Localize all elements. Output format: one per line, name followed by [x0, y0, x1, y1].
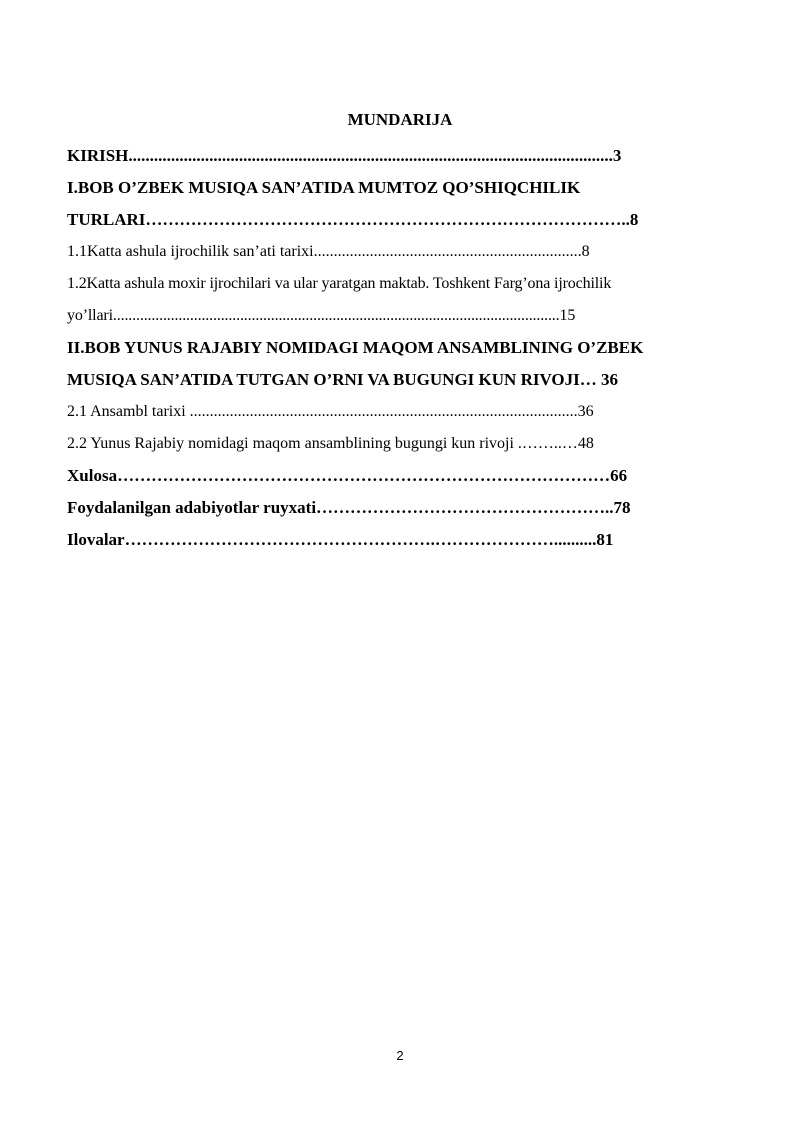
toc-entry-section-2-1[interactable]	[67, 396, 737, 428]
toc-entry-section-1-1[interactable]	[67, 236, 737, 268]
toc-entry-chapter-2[interactable]	[67, 332, 737, 396]
toc-entry-text: Xulosa……………………………………………………………………………66	[67, 466, 628, 485]
toc-entry-ilovalar[interactable]	[67, 524, 737, 556]
toc-entry-section-2-2[interactable]	[67, 428, 737, 460]
document-title: MUNDARIJA	[347, 110, 453, 129]
toc-entry-text: 1.1Katta ashula ijrochilik san’ati tarixi...................................................................8	[67, 243, 590, 260]
toc-entry-text: Ilovalar……………………………………………….…………………..........81	[67, 530, 614, 549]
toc-entry-text: yo’llari....................................................................................................................15	[67, 307, 576, 324]
toc-entry-text: KIRISH..................................................................................................................3	[67, 146, 622, 165]
page-number: 2	[396, 1048, 404, 1063]
toc-entry-chapter-1[interactable]	[67, 172, 737, 236]
toc-entry-text: TURLARI…………………………………………………………………………..8	[67, 210, 639, 229]
toc-entry-text: MUSIQA SAN’ATIDA TUTGAN O’RNI VA BUGUNGI KUN RIVOJI… 36	[67, 370, 618, 389]
toc-entry-text: 1.2Katta ashula moxir ijrochilari va ular yaratgan maktab. Toshkent Farg’ona ijrochilik	[67, 275, 612, 292]
toc-entry-text: 2.1 Ansambl tarixi .................................................................................................36	[67, 403, 594, 420]
toc-entry-adabiyotlar[interactable]	[67, 492, 737, 524]
toc-entry-text: Foydalanilgan adabiyotlar ruyxati……………………………………………..78	[67, 498, 631, 517]
toc-entry-xulosa[interactable]	[67, 460, 737, 492]
toc-entry-kirish[interactable]	[67, 140, 737, 172]
toc-entry-text: I.BOB O’ZBEK MUSIQA SAN’ATIDA MUMTOZ QO’SHIQCHILIK	[67, 178, 581, 197]
toc-entry-text: 2.2 Yunus Rajabiy nomidagi maqom ansamblining bugungi kun rivoji .……..…48	[67, 435, 594, 452]
toc-entry-text: II.BOB YUNUS RAJABIY NOMIDAGI MAQOM ANSAMBLINING O’ZBEK	[67, 338, 644, 357]
toc-entry-section-1-2[interactable]	[67, 268, 737, 332]
table-of-contents	[67, 140, 737, 556]
